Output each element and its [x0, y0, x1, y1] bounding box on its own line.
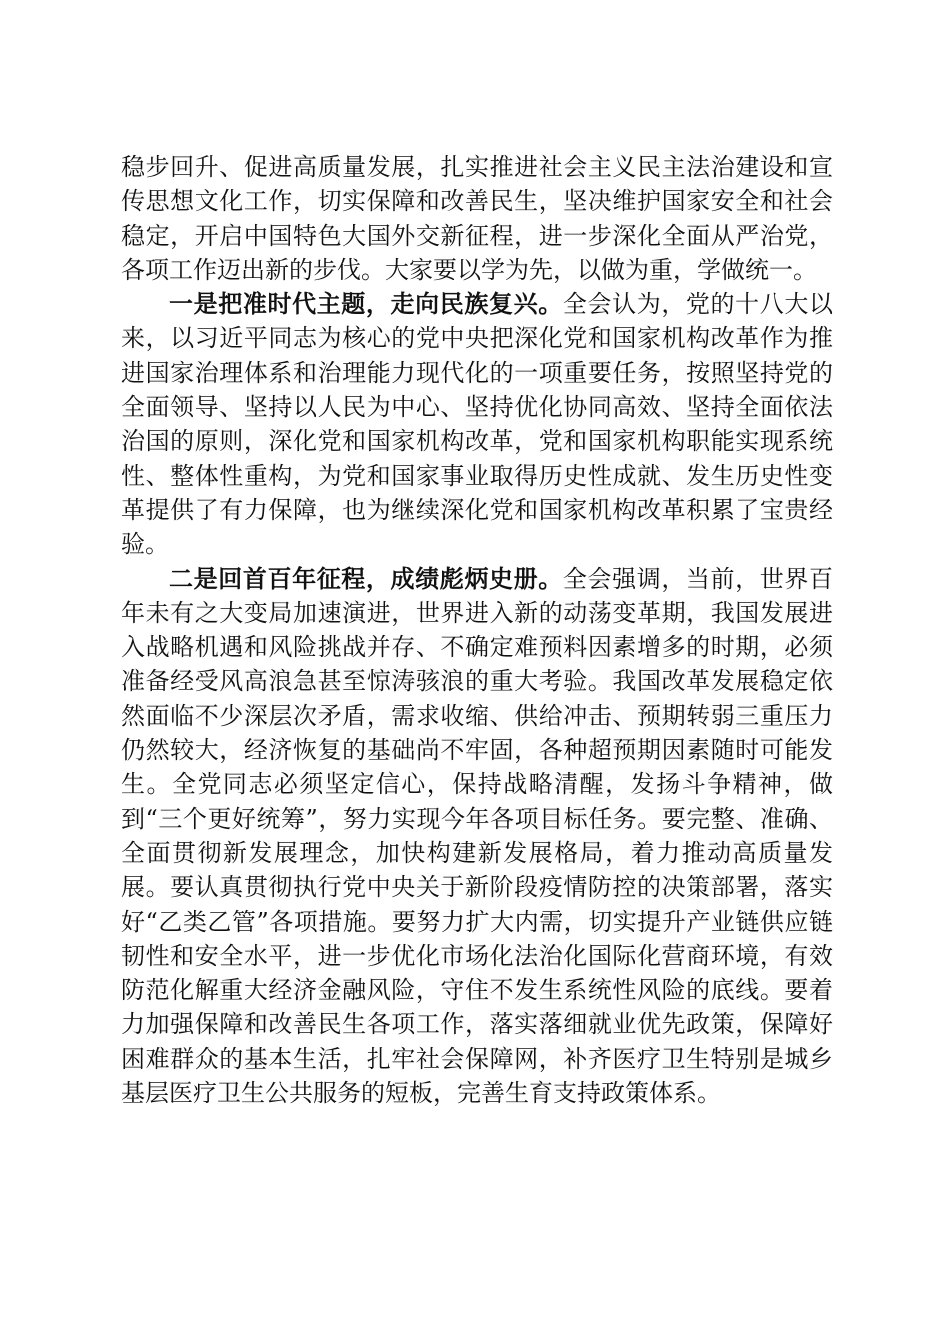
paragraph-text: 全会强调，当前，世界百年未有之大变局加速演进，世界进入新的动荡变革期，我国发展进入战略机遇和风险挑战并存、不确定难预料因素增多的时期，必须准备经受风高浪急甚至惊涛骇浪的重大考验。我国改革发展稳定依然面临不少深层次矛盾，需求收缩、供给冲击、预期转弱三重压力仍然较大，经济恢复的基础尚不牢固，各种超预期因素随时可能发生。全党同志必须坚定信心，保持战略清醒，发扬斗争精神，做到“三个更好统筹”，努力实现今年各项目标任务。要完整、准确、全面贯彻新发展理念，加快构建新发展格局，着力推动高质量发展。要认真贯彻执行党中央关于新阶段疫情防控的决策部署，落实好“乙类乙管”各项措施。要努力扩大内需，切实提升产业链供应链韧性和安全水平，进一步优化市场化法治化国际化营商环境，有效防范化解重大经济金融风险，守住不发生系统性风险的底线。要着力加强保障和改善民生各项工作，落实落细就业优先政策，保障好困难群众的基本生活，扎牢社会保障网，补齐医疗卫生特别是城乡基层医疗卫生公共服务的短板，完善生育支持政策体系。	[121, 564, 834, 1108]
paragraph-point-one	[121, 287, 833, 561]
paragraph-lead-heading: 二是回首百年征程，成绩彪炳史册。	[169, 563, 563, 593]
paragraph-text: 稳步回升、促进高质量发展，扎实推进社会主义民主法治建设和宣传思想文化工作，切实保障和改善民生，坚决维护国家安全和社会稳定，开启中国特色大国外交新征程，进一步深化全面从严治党，各项工作迈出新的步伐。大家要以学为先，以做为重，学做统一。	[121, 153, 833, 284]
paragraph-lead-heading: 一是把准时代主题，走向民族复兴。	[169, 289, 563, 319]
document-body	[121, 150, 833, 1110]
paragraph-text: 全会认为，党的十八大以来，以习近平同志为核心的党中央把深化党和国家机构改革作为推进国家治理体系和治理能力现代化的一项重要任务，按照坚持党的全面领导、坚持以人民为中心、坚持优化协同高效、坚持全面依法治国的原则，深化党和国家机构改革，党和国家机构职能实现系统性、整体性重构，为党和国家事业取得历史性成就、发生历史性变革提供了有力保障，也为继续深化党和国家机构改革积累了宝贵经验。	[121, 290, 834, 559]
paragraph-point-two	[121, 562, 833, 1111]
paragraph-continuation	[121, 150, 833, 287]
